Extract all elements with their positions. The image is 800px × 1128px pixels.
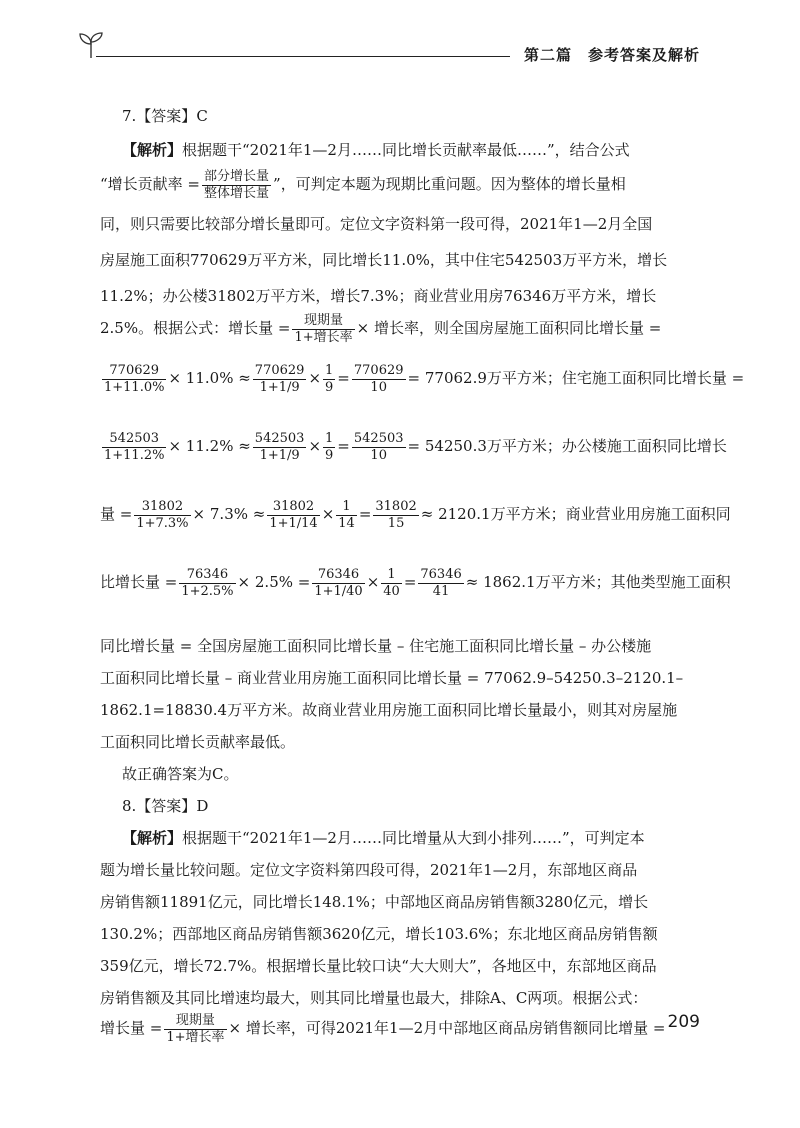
fraction-numerator: 31802 <box>375 498 417 514</box>
text-fragment: ≈ 2120.1万平方米；商业营业用房施工面积同 <box>420 505 731 523</box>
text-line: 房销售额11891亿元，同比增长148.1%；中部地区商品房销售额3280亿元，增长 <box>100 893 649 911</box>
fraction <box>202 169 271 202</box>
fraction-denominator: 14 <box>338 515 355 531</box>
text-fragment: 增长量 = <box>100 1019 163 1037</box>
fraction-numerator: 31802 <box>267 499 319 516</box>
fraction-denominator: 9 <box>325 379 334 395</box>
calc-line <box>100 566 731 600</box>
fraction <box>253 363 307 396</box>
fraction <box>418 567 463 600</box>
fraction-numerator: 1 <box>381 567 402 584</box>
text-line: 359亿元，增长72.7%。根据增长量比较口诀“大大则大”，各地区中，东部地区商品 <box>100 957 657 975</box>
q7-analysis-line <box>122 134 700 166</box>
fraction <box>312 567 364 600</box>
text-fragment: × 2.5% = <box>237 573 311 591</box>
fraction <box>164 1013 226 1046</box>
text-line: 房屋施工面积770629万平方米，同比增长11.0%，其中住宅542503万平方米，增长 <box>100 251 668 269</box>
text-fragment: × 11.0% ≈ <box>168 369 251 387</box>
fraction-denominator: 1+11.0% <box>104 379 165 395</box>
analysis-label: 【解析】 <box>122 141 183 159</box>
text-fragment: = 77062.9万平方米；住宅施工面积同比增长量 = <box>407 369 745 387</box>
fraction <box>352 431 406 464</box>
fraction-denominator: 1+2.5% <box>181 583 234 599</box>
text-fragment: ”，可判定本题为现期比重问题。因为整体的增长量相 <box>273 175 626 193</box>
fraction <box>179 567 235 600</box>
answer-value: C <box>196 107 208 125</box>
calc-line <box>100 498 731 532</box>
text-fragment: × <box>321 505 335 523</box>
analysis-label: 【解析】 <box>122 829 183 847</box>
fraction-numerator: 31802 <box>134 499 190 516</box>
fraction-denominator: 1+7.3% <box>136 515 189 531</box>
text-line: 根据题干“2021年1—2月……同比增量从大到小排列……”，可判定本 <box>182 829 645 847</box>
fraction-denominator: 10 <box>370 447 387 463</box>
text-line: 工面积同比增长贡献率最低。 <box>100 733 296 751</box>
page-number: 209 <box>667 1012 700 1032</box>
fraction-numerator: 76346 <box>312 567 364 584</box>
fraction-denominator: 1+1/9 <box>259 379 300 395</box>
text-fragment: × 11.2% ≈ <box>168 437 251 455</box>
fraction-numerator: 770629 <box>254 362 305 378</box>
answer-value: D <box>196 797 209 815</box>
text-fragment: × 增长率，则全国房屋施工面积同比增长量 = <box>356 319 662 337</box>
fraction-numerator: 部分增长量 <box>204 168 270 184</box>
text-line: 11.2%；办公楼31802万平方米，增长7.3%；商业营业用房76346万平方米，增长 <box>100 287 657 305</box>
q8-analysis-line <box>122 822 700 854</box>
text-line: 工面积同比增长量 – 商业营业用房施工面积同比增长量 = 77062.9–54250.3–2120.1– <box>100 669 684 687</box>
fraction-denominator: 1+1/40 <box>314 583 363 599</box>
fraction-numerator: 770629 <box>353 362 404 378</box>
fraction <box>336 499 357 532</box>
sprout-icon <box>78 30 104 64</box>
fraction-numerator: 现期量 <box>292 313 354 330</box>
text-fragment: = 54250.3万平方米；办公楼施工面积同比增长 <box>407 437 727 455</box>
fraction <box>253 431 307 464</box>
page-header <box>78 30 700 70</box>
text-fragment: “增长贡献率 = <box>100 175 201 193</box>
calc-line <box>100 430 727 464</box>
text-line: 130.2%；西部地区商品房销售额3620亿元，增长103.6%；东北地区商品房销售额 <box>100 925 658 943</box>
fraction <box>381 567 402 600</box>
fraction-denominator: 1+11.2% <box>104 447 165 463</box>
fraction-numerator: 76346 <box>420 566 462 582</box>
fraction-denominator: 10 <box>370 379 387 395</box>
q7-formula-line <box>100 168 700 202</box>
fraction-numerator: 542503 <box>102 431 166 448</box>
fraction-numerator: 1 <box>325 362 334 378</box>
fraction-numerator: 1 <box>325 430 334 446</box>
fraction <box>102 363 166 396</box>
text-line: 题为增长量比较问题。定位文字资料第四段可得，2021年1—2月，东部地区商品 <box>100 861 638 879</box>
text-fragment: 2.5%。根据公式：增长量 = <box>100 319 291 337</box>
q8-formula-line <box>100 1012 700 1046</box>
fraction-denominator: 9 <box>325 447 334 463</box>
header-title: 第二篇 参考答案及解析 <box>523 46 700 64</box>
fraction-numerator: 770629 <box>102 363 166 380</box>
text-fragment: 量 = <box>100 505 133 523</box>
text-fragment: = <box>337 369 350 387</box>
text-fragment: 比增长量 = <box>100 573 178 591</box>
fraction-numerator: 现期量 <box>164 1013 226 1030</box>
fraction-denominator: 15 <box>387 515 405 531</box>
fraction-denominator: 整体增长量 <box>204 185 270 201</box>
text-fragment: = <box>337 437 350 455</box>
text-fragment: ≈ 1862.1万平方米；其他类型施工面积 <box>465 573 731 591</box>
q8-answer <box>122 790 700 822</box>
text-fragment: × <box>366 573 380 591</box>
fraction-denominator: 1+1/14 <box>269 515 318 531</box>
text-fragment: = <box>403 573 417 591</box>
fraction-denominator: 1+增长率 <box>166 1029 225 1045</box>
fraction <box>102 431 166 464</box>
text-fragment: × <box>308 437 322 455</box>
text-fragment: = <box>358 505 372 523</box>
q7-answer <box>122 100 700 132</box>
text-fragment: × 增长率，可得2021年1—2月中部地区商品房销售额同比增量 = <box>228 1019 666 1037</box>
q7-formula-line <box>100 312 700 346</box>
fraction <box>267 499 319 532</box>
fraction-numerator: 542503 <box>353 430 404 446</box>
fraction-numerator: 1 <box>336 499 357 516</box>
text-line: 同比增长量 = 全国房屋施工面积同比增长量 – 住宅施工面积同比增长量 – 办公楼施 <box>100 637 652 655</box>
fraction-numerator: 76346 <box>179 567 235 584</box>
header-rule <box>96 56 510 57</box>
answer-label: 8.【答案】 <box>122 797 197 815</box>
fraction-denominator: 1+1/9 <box>259 447 300 463</box>
calc-line <box>100 362 745 396</box>
fraction <box>292 313 354 346</box>
fraction-numerator: 542503 <box>254 430 305 446</box>
fraction-denominator: 40 <box>383 583 400 599</box>
text-line: 1862.1=18830.4万平方米。故商业营业用房施工面积同比增长量最小，则其对房屋施 <box>100 701 678 719</box>
fraction <box>373 499 418 532</box>
fraction <box>352 363 406 396</box>
fraction <box>323 363 335 396</box>
q7-conclusion: 故正确答案为C。 <box>122 765 239 783</box>
text-fragment: × <box>308 369 322 387</box>
fraction-denominator: 1+增长率 <box>294 329 353 345</box>
text-line: 根据题干“2021年1—2月……同比增长贡献率最低……”，结合公式 <box>182 141 630 159</box>
fraction <box>134 499 190 532</box>
fraction <box>323 431 335 464</box>
text-line: 房销售额及其同比增速均最大，则其同比增量也最大，排除A、C两项。根据公式： <box>100 989 648 1007</box>
answer-label: 7.【答案】 <box>122 107 197 125</box>
text-fragment: × 7.3% ≈ <box>192 505 266 523</box>
text-line: 同，则只需要比较部分增长量即可。定位文字资料第一段可得，2021年1—2月全国 <box>100 215 653 233</box>
fraction-denominator: 41 <box>432 583 450 599</box>
